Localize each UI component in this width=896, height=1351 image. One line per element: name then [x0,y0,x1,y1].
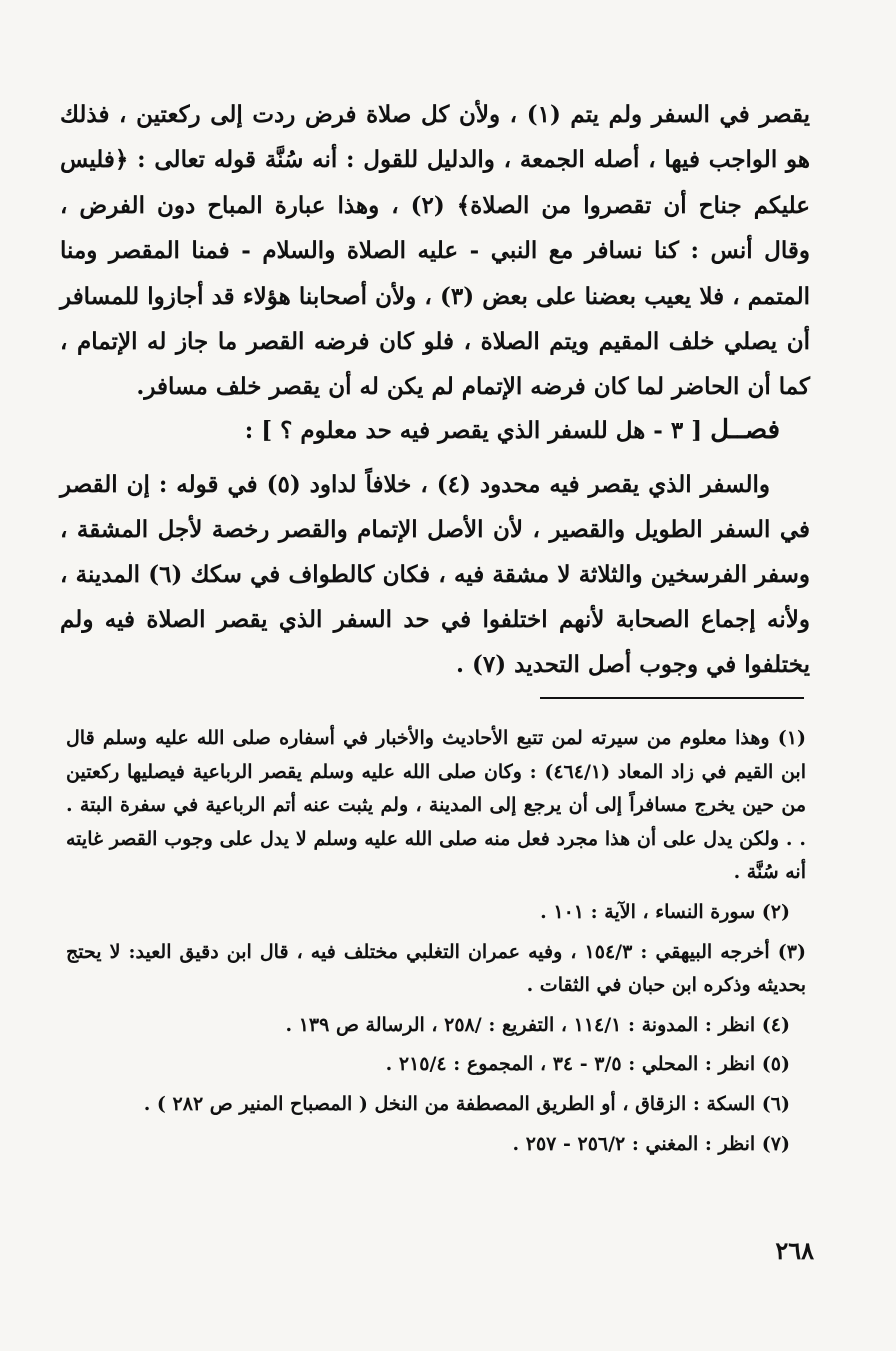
footnote-6: (٦) السكة : الزقاق ، أو الطريق المصطفة من النخل ( المصباح المنير ص ٢٨٢ ) . [143,1092,790,1115]
main-text-block [60,92,810,410]
main-paragraph: يقصر في السفر ولم يتم (١) ، ولأن كل صلاة فرض ردت إلى ركعتين ، فذلك هو الواجب فيها ، أصله الجمعة ، والدليل للقول : أنه سُنَّة قوله تعالى : ﴿فليس عليكم جناح أن تقصروا من الصلاة﴾ (٢) ، وهذا عبارة المباح دون الفرض ، وقال أنس : كنا نسافر مع النبي - عليه الصلاة والسلام - فمنا المقصر ومنا المتمم ، فلا يعيب بعضنا على بعض (٣) ، ولأن أصحابنا هؤلاء قد أجازوا للمسافر أن يصلي خلف المقيم ويتم الصلاة ، فلو كان فرضه القصر ما جاز له الإتمام ، كما أن الحاضر لما كان فرضه الإتمام لم يكن له أن يقصر خلف مسافر. [60,101,810,401]
footnote-5: (٥) انظر : المحلي : ٣/٥ - ٣٤ ، المجموع : ٢١٥/٤ . [385,1053,790,1076]
footnote-2: (٢) سورة النساء ، الآية : ١٠١ . [540,900,790,923]
section-heading-fasl: فصــل [710,415,780,445]
footnote-divider [540,697,804,699]
section-text-block [60,462,810,687]
page-number: ٢٦٨ [775,1236,814,1265]
footnote-1: (١) وهذا معلوم من سيرته لمن تتبع الأحاديث والأخبار في أسفاره صلى الله عليه وسلم قال ابن القيم في زاد المعاد (٤٦٤/١) : وكان صلى الله عليه وسلم يقصر الرباعية فيصليها ركعتين من حين يخرج مسافراً إلى أن يرجع إلى المدينة ، ولم يثبت عنه أتم الرباعية في سفرة البتة . . . ولكن يدل على أن هذا مجرد فعل منه صلى الله عليه وسلم لا يدل على وجوب القصر غايته أنه سُنَّة . [66,727,806,884]
footnote-7: (٧) انظر : المغني : ٢٥٦/٢ - ٢٥٧ . [512,1132,790,1155]
section-heading [60,410,780,451]
footnotes-block [66,722,806,1167]
section-heading-title: [ ٣ - هل للسفر الذي يقصر فيه حد معلوم ؟ ] : [244,417,703,444]
footnote-4: (٤) انظر : المدونة : ١١٤/١ ، التفريع : /٢٥٨ ، الرسالة ص ١٣٩ . [285,1013,790,1036]
footnote-3: (٣) أخرجه البيهقي : ١٥٤/٣ ، وفيه عمران التغلبي مختلف فيه ، قال ابن دقيق العيد: لا يحتج بحديثه وذكره ابن حبان في الثقات . [66,940,806,997]
section-paragraph: والسفر الذي يقصر فيه محدود (٤) ، خلافاً لداود (٥) في قوله : إن القصر في السفر الطويل والقصير ، لأن الأصل الإتمام والقصر رخصة لأجل المشقة ، وسفر الفرسخين والثلاثة لا مشقة فيه ، فكان كالطواف في سكك (٦) المدينة ، ولأنه إجماع الصحابة لأنهم اختلفوا في حد السفر الذي يقصر الصلاة فيه ولم يختلفوا في وجوب أصل التحديد (٧) . [60,471,810,678]
